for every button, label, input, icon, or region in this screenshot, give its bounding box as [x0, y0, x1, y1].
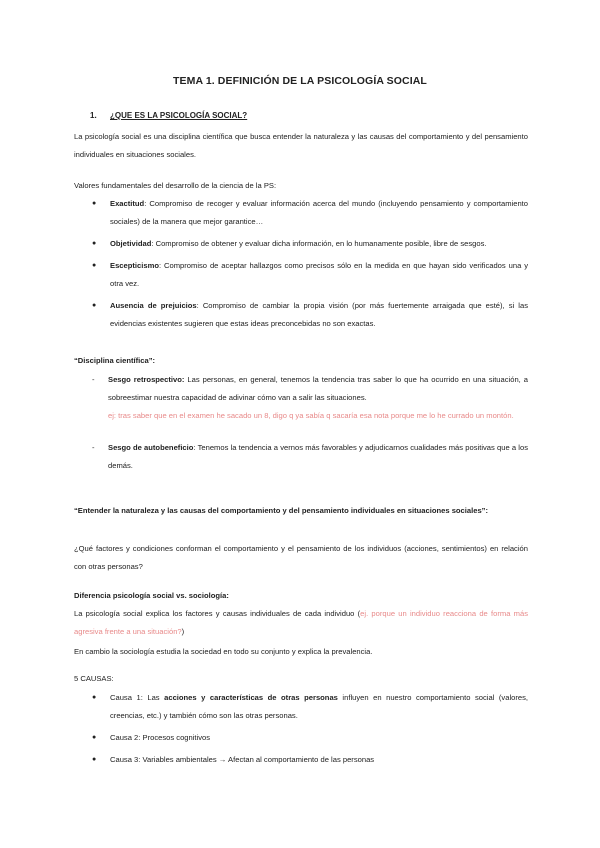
bullet-icon: ●	[92, 262, 97, 269]
value-term: Ausencia de prejuicios	[110, 301, 197, 310]
section-number: 1.	[90, 111, 97, 120]
sesgos-list	[92, 371, 529, 475]
causas-heading: 5 CAUSAS:	[74, 674, 114, 683]
list-item	[92, 439, 529, 475]
diferencia-heading: Diferencia psicología social vs. sociología:	[74, 591, 229, 600]
bullet-icon: ●	[92, 200, 97, 207]
bullet-icon: ●	[92, 756, 97, 763]
value-text: : Compromiso de aceptar hallazgos como precisos sólo en la medida en que hayan sido verificados una y otra vez.	[110, 261, 528, 288]
bullet-icon: ●	[92, 734, 97, 741]
dash-icon: -	[92, 443, 95, 452]
causa-post: influyen en nuestro comportamiento social (valores, creencias, etc.) y también cómo son las otras personas.	[110, 693, 529, 720]
value-term: Objetividad	[110, 239, 152, 248]
bullet-icon: ●	[92, 240, 97, 247]
causa-pre: Causa 3: Variables ambientales → Afectan al comportamiento de las personas	[110, 755, 375, 764]
dash-icon: -	[92, 375, 95, 384]
values-heading: Valores fundamentales del desarrollo de la ciencia de la PS:	[74, 181, 277, 190]
values-list	[92, 195, 528, 333]
disciplina-heading: “Disciplina científica”:	[74, 356, 156, 365]
causa-bold: acciones y características de otras personas	[164, 693, 338, 702]
value-term: Exactitud	[110, 199, 145, 208]
sociologia-text: En cambio la sociología estudia la sociedad en todo su conjunto y explica la prevalencia.	[74, 647, 373, 656]
causas-list	[92, 689, 529, 769]
list-item	[92, 235, 528, 253]
intro-paragraph: La psicología social es una disciplina científica que busca entender la naturaleza y las causas del comportamiento y del pensamiento individuales en situaciones sociales.	[74, 132, 528, 159]
list-item	[92, 257, 528, 293]
page-title: TEMA 1. DEFINICIÓN DE LA PSICOLOGÍA SOCIAL	[173, 75, 427, 87]
list-item	[92, 297, 528, 333]
entender-heading: “Entender la naturaleza y las causas del comportamiento y del pensamiento individuales en situaciones sociales”:	[74, 506, 488, 515]
list-item	[92, 689, 529, 725]
list-item	[92, 729, 528, 747]
sesgo-text: : Tenemos la tendencia a vernos más favorables y adjudicarnos cualidades más positivas que a los demás.	[108, 443, 529, 470]
causa-pre: Causa 1: Las	[110, 693, 165, 702]
causa-pre: Causa 2: Procesos cognitivos	[110, 733, 211, 742]
diferencia-close: )	[181, 627, 185, 636]
list-item	[92, 371, 528, 425]
entender-text: ¿Qué factores y condiciones conforman el comportamiento y el pensamiento de los individuos (acciones, sentimientos) en relación con otras personas?	[74, 544, 528, 571]
value-text: : Compromiso de recoger y evaluar información acerca del mundo (incluyendo pensamiento y comportamiento sociales) de la manera que mejor garantice…	[110, 199, 528, 226]
diferencia-paragraph	[74, 605, 528, 641]
sesgo-text: Las personas, en general, tenemos la tendencia tras saber lo que ha ocurrido en una situación, a sobreestimar nuestra capacidad de adivinar cómo van a salir las situaciones.	[108, 375, 528, 402]
value-term: Escepticismo	[110, 261, 159, 270]
sesgo-term: Sesgo retrospectivo:	[108, 375, 185, 384]
list-item	[92, 751, 528, 769]
bullet-icon: ●	[92, 302, 97, 309]
section-title: ¿QUE ES LA PSICOLOGÍA SOCIAL?	[110, 111, 248, 120]
sesgo-term: Sesgo de autobeneficio	[108, 443, 194, 452]
diferencia-example: ej. porque un individuo reacciona de forma más agresiva frente a una situación?	[74, 609, 528, 636]
value-text: : Compromiso de cambiar la propia visión (por más fuertemente arraigada que esté), si las evidencias existentes sugieren que estas ideas preconcebidas no son exactas.	[110, 301, 528, 328]
bullet-icon: ●	[92, 694, 97, 701]
diferencia-text: La psicología social explica los factores y causas individuales de cada individuo (	[74, 609, 361, 618]
list-item	[92, 195, 528, 231]
sesgo-example: ej: tras saber que en el examen he sacado un 8, digo q ya sabía q sacaría esa nota porque me lo he currado un montón.	[108, 411, 514, 420]
value-text: : Compromiso de obtener y evaluar dicha información, en lo humanamente posible, libre de sesgos.	[151, 239, 487, 248]
